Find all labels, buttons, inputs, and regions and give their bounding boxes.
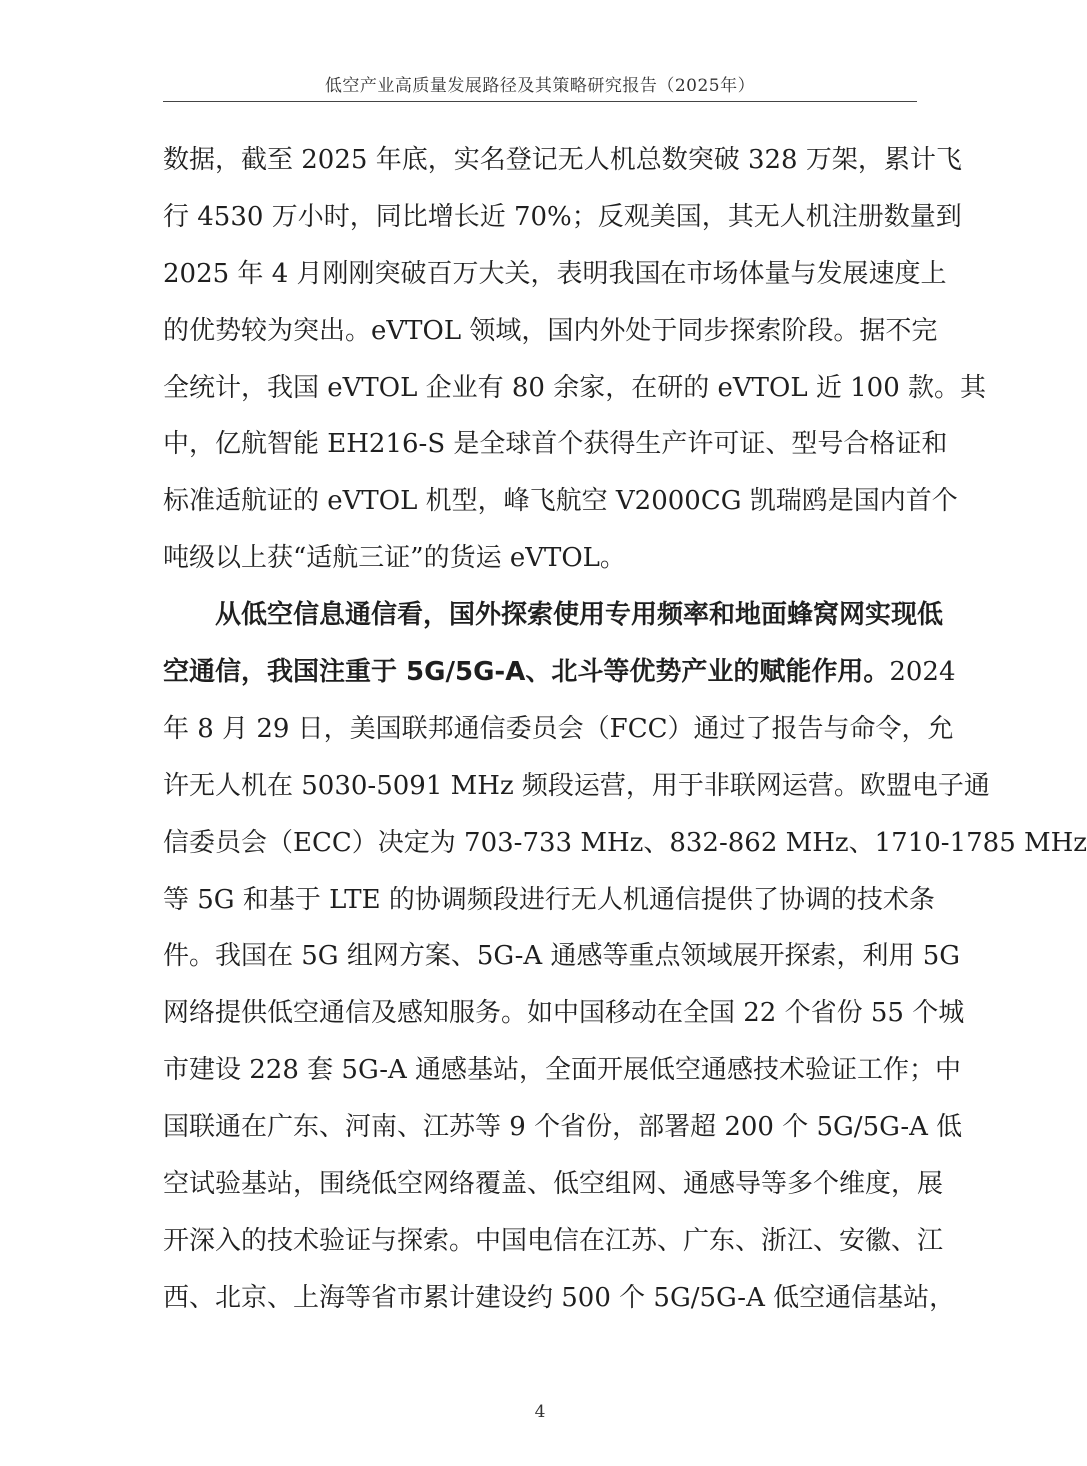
running-header: 低空产业高质量发展路径及其策略研究报告（2025年） [324, 76, 756, 96]
text-line [163, 1099, 963, 1156]
text-line: 标准适航证的 eVTOL 机型，峰飞航空 V2000CG 凯瑞鸥是国内首个 [163, 486, 958, 517]
text-line [163, 985, 965, 1042]
text-line [163, 758, 990, 815]
text-line [163, 1213, 944, 1270]
normal-text: 件。我国在 5G 组网方案、5G-A 通感等重点领域展开探索，利用 5G [163, 941, 961, 972]
body-text [163, 132, 1087, 1327]
text-line: 的优势较为突出。eVTOL 领域，国内外处于同步探索阶段。据不完 [163, 315, 938, 346]
normal-text: 年 8 月 29 日，美国联邦通信委员会（FCC）通过了报告与命令，允 [163, 713, 954, 744]
paragraph-2 [163, 587, 1087, 1327]
normal-text: 空试验基站，围绕低空网络覆盖、低空组网、通感导等多个维度，展 [163, 1169, 944, 1200]
text-line [163, 872, 935, 929]
normal-text: 网络提供低空通信及感知服务。如中国移动在全国 22 个省份 55 个城 [163, 998, 965, 1029]
text-line [163, 644, 956, 701]
text-line: 全统计，我国 eVTOL 企业有 80 余家，在研的 eVTOL 近 100 款。其 [163, 372, 986, 403]
normal-text: 国联通在广东、河南、江苏等 9 个省份，部署超 200 个 5G/5G-A 低 [163, 1112, 963, 1143]
text-line [163, 815, 1087, 872]
text-line: 行 4530 万小时，同比增长近 70%；反观美国，其无人机注册数量到 [163, 201, 962, 232]
normal-text: 等 5G 和基于 LTE 的协调频段进行无人机通信提供了协调的技术条 [163, 884, 935, 915]
text-line [163, 587, 944, 644]
text-line: 吨级以上获“适航三证”的货运 eVTOL。 [163, 543, 626, 574]
text-line: 数据，截至 2025 年底，实名登记无人机总数突破 328 万架，累计飞 [163, 145, 962, 175]
text-line [163, 701, 954, 758]
normal-text: 开深入的技术验证与探索。中国电信在江苏、广东、浙江、安徽、江 [163, 1225, 944, 1256]
normal-text: 2024 [889, 657, 956, 688]
page-number: 4 [534, 1402, 546, 1422]
text-line [163, 1270, 956, 1327]
text-line [163, 1042, 962, 1099]
normal-text: 市建设 228 套 5G-A 通感基站，全面开展低空通感技术验证工作；中 [163, 1055, 962, 1086]
header-rule [163, 101, 917, 102]
paragraph-1 [163, 132, 986, 587]
bold-text: 从低空信息通信看，国外探索使用专用频率和地面蜂窝网实现低 [163, 600, 944, 631]
normal-text: 西、北京、上海等省市累计建设约 500 个 5G/5G-A 低空通信基站， [163, 1282, 956, 1313]
text-line: 中，亿航智能 EH216-S 是全球首个获得生产许可证、型号合格证和 [163, 429, 948, 460]
bold-text: 空通信，我国注重于 5G/5G-A、北斗等优势产业的赋能作用。 [163, 657, 890, 688]
text-line: 2025 年 4 月刚刚突破百万大关，表明我国在市场体量与发展速度上 [163, 258, 947, 289]
normal-text: 信委员会（ECC）决定为 703-733 MHz、832-862 MHz、1710-1785 MHz [163, 827, 1087, 858]
text-line [163, 928, 961, 985]
normal-text: 许无人机在 5030-5091 MHz 频段运营，用于非联网运营。欧盟电子通 [163, 770, 990, 801]
text-line [163, 1156, 944, 1213]
